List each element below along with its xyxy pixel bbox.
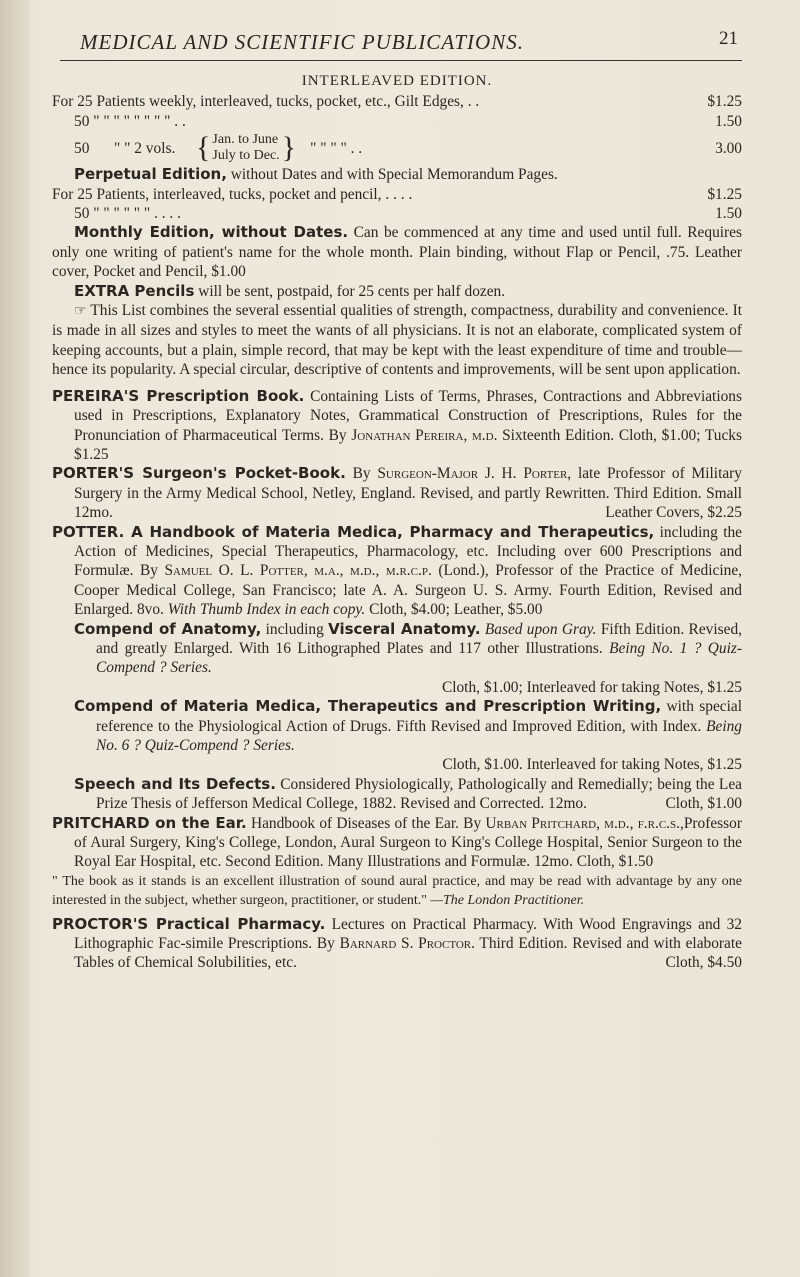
entry-compend-anatomy <box>52 620 742 678</box>
perpetual-desc: without Dates and with Special Memorandum Pages. <box>226 166 558 184</box>
entry-tail-italic: Being No. 1 ? Quiz-Compend ? Series. <box>96 639 742 677</box>
entry-text: By <box>345 465 378 483</box>
spacer <box>52 380 742 387</box>
perpetual-title: Perpetual Edition, <box>74 165 227 184</box>
entry-speech <box>52 775 742 814</box>
page-header <box>0 8 800 68</box>
entry-author: Samuel O. L. Potter, m.a., m.d., m.r.c.p. <box>164 562 432 580</box>
interleaved-row-2vols <box>52 131 742 165</box>
page-content <box>52 72 742 973</box>
entry-pereira <box>52 387 742 465</box>
note-text: This List combines the several essential qualities of strength, compactness, durability and convenience. It is made in all sizes and styles to meet the wants of all physicians. It is not an elaborate, complicated system of keeping accounts, but a plain, simple record, that may be kept with the least expenditure of time and trouble—hence its popularity. A special circular, descriptive of contents and improvements, will be sent upon application. <box>52 302 742 379</box>
interleaved-edition-section <box>52 72 742 165</box>
pointing-hand-icon: ☞ <box>74 304 87 320</box>
entry-price: Cloth, $1.00; Interleaved for taking Notes, $1.25 <box>441 678 742 696</box>
brace-line-1: Jan. to June <box>212 132 279 148</box>
entry-text: with special reference to the Physiological Action of Drugs. Fifth Revised and Improved Edition, with Index. <box>96 698 742 735</box>
entry-price: Cloth, $4.00; Leather, $5.00 <box>365 601 543 619</box>
entry-text: Considered Physiologically, Pathologically and Remedially; being the Lea Prize Thesis of Jefferson Medical College, 1882. Revised and Corrected. 12mo. <box>96 775 742 813</box>
entry-price: Cloth, $4.50 <box>665 954 742 972</box>
entry-tail-italic: With Thumb Index in each copy. <box>167 601 366 619</box>
materia-price-line <box>52 755 742 774</box>
entry-italic: Being No. 6 ? Quiz-Compend ? Series. <box>96 717 742 754</box>
entry-title: Speech and Its Defects. <box>74 774 276 793</box>
perpetual-row-25 <box>52 185 742 204</box>
extra-pencils <box>52 282 742 301</box>
entry-tail: Professor of Aural Surgery, King's College, London, Aural Surgeon to King's College Hospital, Senior Surgeon to the Royal Ear Hospital, etc. Second Edition. Many Illustrations and Formulæ. 12mo. Cloth, $1.50 <box>74 814 742 871</box>
entry-porter <box>52 464 742 522</box>
entry-title: PORTER'S Surgeon's Pocket-Book. <box>52 464 346 483</box>
monthly-title: Monthly Edition, without Dates. <box>74 223 349 242</box>
entry-potter <box>52 523 742 620</box>
perpetual-row-50 <box>52 204 742 223</box>
list-note <box>52 301 742 380</box>
extra-pencils-title: EXTRA Pencils <box>74 281 195 300</box>
pritchard-review <box>52 872 742 911</box>
left-brace-glyph: { <box>196 131 211 165</box>
right-brace-glyph: } <box>281 131 297 165</box>
perpetual-line <box>52 165 742 184</box>
entry-title: Compend of Materia Medica, Therapeutics and Prescription Writing, <box>74 697 662 716</box>
binding-shadow <box>0 0 30 1277</box>
entry-title: Compend of Anatomy, <box>74 619 262 638</box>
review-source: —The London Practitioner. <box>430 893 585 909</box>
entry-text: including <box>261 620 329 638</box>
entry-tail: Third Edition. Revised and with elaborate Tables of Chemical Solubilities, etc. <box>74 935 742 972</box>
brace-lines <box>212 132 279 164</box>
entry-compend-materia <box>52 697 742 755</box>
row-label: 50 " " " " " " . . . . <box>74 205 181 223</box>
row-label: For 25 Patients weekly, interleaved, tucks, pocket, etc., Gilt Edges, . . <box>52 93 480 111</box>
entry-author: Surgeon-Major J. H. Porter, <box>377 465 572 483</box>
entry-price: Cloth, $1.00. Interleaved for taking Notes, $1.25 <box>442 756 742 774</box>
row-price: $1.25 <box>707 185 742 203</box>
page-number: 21 <box>719 28 738 49</box>
row-price: 3.00 <box>715 139 742 157</box>
entry-author: Urban Pritchard, m.d., f.r.c.s., <box>485 814 684 832</box>
entry-title: POTTER. A Handbook of Materia Medica, Pharmacy and Therapeutics, <box>52 522 655 541</box>
row-qty: 50 <box>74 139 90 157</box>
interleaved-row-50 <box>52 112 742 131</box>
header-rule <box>60 60 742 61</box>
entry-price: Cloth, $1.00 <box>665 795 742 813</box>
entry-author: Barnard S. Proctor. <box>339 935 475 953</box>
row-price: 1.50 <box>715 205 742 223</box>
review-quote: " The book as it stands is an excellent illustration of sound aural practice, and may be read with advantage by any one interested in the subject, whether surgeon, practitioner, or student." <box>52 873 742 909</box>
entry-text: Handbook of Diseases of the Ear. By <box>246 814 486 832</box>
interleaved-row-25 <box>52 92 742 111</box>
perpetual-edition-section <box>52 165 742 223</box>
entry-title-2: Visceral Anatomy. <box>328 619 481 638</box>
entry-tail: late Professor of Military Surgery in the Army Medical School, Netley, England. Revised, and partly Rewritten. Third Edition. Small 12mo. <box>74 465 742 522</box>
entry-tail: Sixteenth Edition. Cloth, $1.00; Tucks $1.25 <box>74 426 742 463</box>
row-label: For 25 Patients, interleaved, tucks, pocket and pencil, . . . . <box>52 185 413 203</box>
entry-title: PROCTOR'S Practical Pharmacy. <box>52 914 326 933</box>
brace-line-2: July to Dec. <box>212 148 280 164</box>
entry-text: Containing Lists of Terms, Phrases, Contractions and Abbreviations used in Prescriptions, Explanatory Notes, Grammatical Construction of Prescriptions, Rules for the Pronunciation of Pharmaceutical Terms. By <box>74 387 742 444</box>
monthly-text: Can be commenced at any time and used until full. Requires only one writing of patient's name for the whole month. Plain binding, without Flap or Pencil, .75. Leather cover, Pocket and Pencil, $1.00 <box>52 224 743 281</box>
entry-proctor <box>52 915 742 973</box>
interleaved-heading: INTERLEAVED EDITION. <box>301 73 493 89</box>
entry-author: Jonathan Pereira, m.d. <box>351 426 498 444</box>
entry-text: including the Action of Medicines, Special Therapeutics, Pharmacology, etc. Including over 600 Prescriptions and Formulæ. By <box>74 523 742 580</box>
monthly-edition <box>52 223 742 281</box>
row-price: 1.50 <box>715 112 742 130</box>
extra-pencils-text: will be sent, postpaid, for 25 cents per half dozen. <box>194 282 506 300</box>
entry-title: PEREIRA'S Prescription Book. <box>52 386 305 405</box>
entry-title: PRITCHARD on the Ear. <box>52 813 247 832</box>
entry-text: Lectures on Practical Pharmacy. With Wood Engravings and 32 Lithographic Fac-simile Prescriptions. By <box>74 915 743 953</box>
entry-tail: (Lond.), Professor of the Practice of Medicine, Cooper Medical College, San Francisco; late A. A. Surgeon U. S. Army. Fourth Edition, Revised and Enlarged. 8vo. <box>74 562 743 619</box>
row-volumes: " " 2 vols. <box>114 139 176 157</box>
row-price: $1.25 <box>707 93 742 111</box>
anatomy-price-line <box>52 678 742 697</box>
entry-tail: Fifth Edition. Revised, and greatly Enlarged. With 16 Lithographed Plates and 117 other Illustrations. <box>96 620 742 657</box>
entry-pritchard <box>52 814 742 872</box>
row-label: 50 " " " " " " " " . . <box>74 112 186 130</box>
entry-italic: Based upon Gray. <box>480 620 597 638</box>
row-ditto: " " " " . . <box>310 139 363 157</box>
entry-price: Leather Covers, $2.25 <box>605 504 742 522</box>
running-head: MEDICAL AND SCIENTIFIC PUBLICATIONS. <box>80 30 524 54</box>
